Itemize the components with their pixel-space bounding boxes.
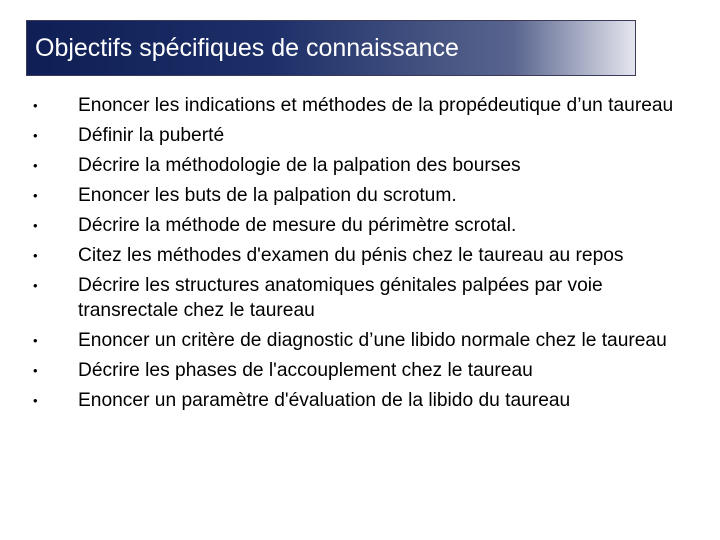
objective-text: Décrire les structures anatomiques génitales palpées par voie transrectale chez le taureau	[78, 275, 603, 321]
objective-item	[0, 154, 690, 179]
bullet-icon: •	[33, 218, 38, 233]
bullet-icon: •	[33, 278, 38, 293]
objective-text: Enoncer un critère de diagnostic d’une libido normale chez le taureau	[78, 329, 667, 351]
bullet-icon: •	[33, 98, 38, 113]
objective-item	[0, 94, 690, 119]
objective-text: Enoncer les indications et méthodes de la propédeutique d’un taureau	[78, 95, 674, 116]
objective-text: Décrire les phases de l'accouplement chez le taureau	[78, 359, 533, 381]
objective-text: Définir la puberté	[78, 125, 225, 146]
objective-item	[0, 124, 690, 149]
objective-text: Décrire la méthodologie de la palpation des bourses	[78, 155, 521, 176]
bullet-icon: •	[33, 332, 38, 348]
objective-item	[0, 244, 690, 269]
objectives-list	[0, 94, 720, 419]
bullet-icon: •	[33, 362, 38, 378]
bullet-icon: •	[33, 128, 38, 143]
objective-item	[0, 359, 690, 384]
objective-text: Enoncer un paramètre d'évaluation de la libido du taureau	[78, 389, 571, 411]
bullet-icon: •	[33, 158, 38, 173]
slide-title: Objectifs spécifiques de connaissance	[35, 34, 459, 62]
objective-item	[0, 389, 690, 414]
objective-text: Citez les méthodes d'examen du pénis chez le taureau au repos	[78, 245, 624, 266]
title-bar	[26, 20, 636, 76]
objective-item	[0, 214, 690, 239]
bullet-icon: •	[33, 248, 38, 263]
bullet-icon: •	[33, 392, 38, 408]
objective-text: Enoncer les buts de la palpation du scrotum.	[78, 185, 457, 206]
objective-item	[0, 329, 690, 354]
bullet-icon: •	[33, 188, 38, 203]
objective-item	[0, 184, 690, 209]
objective-item	[0, 274, 690, 323]
objective-text: Décrire la méthode de mesure du périmètre scrotal.	[78, 215, 517, 236]
